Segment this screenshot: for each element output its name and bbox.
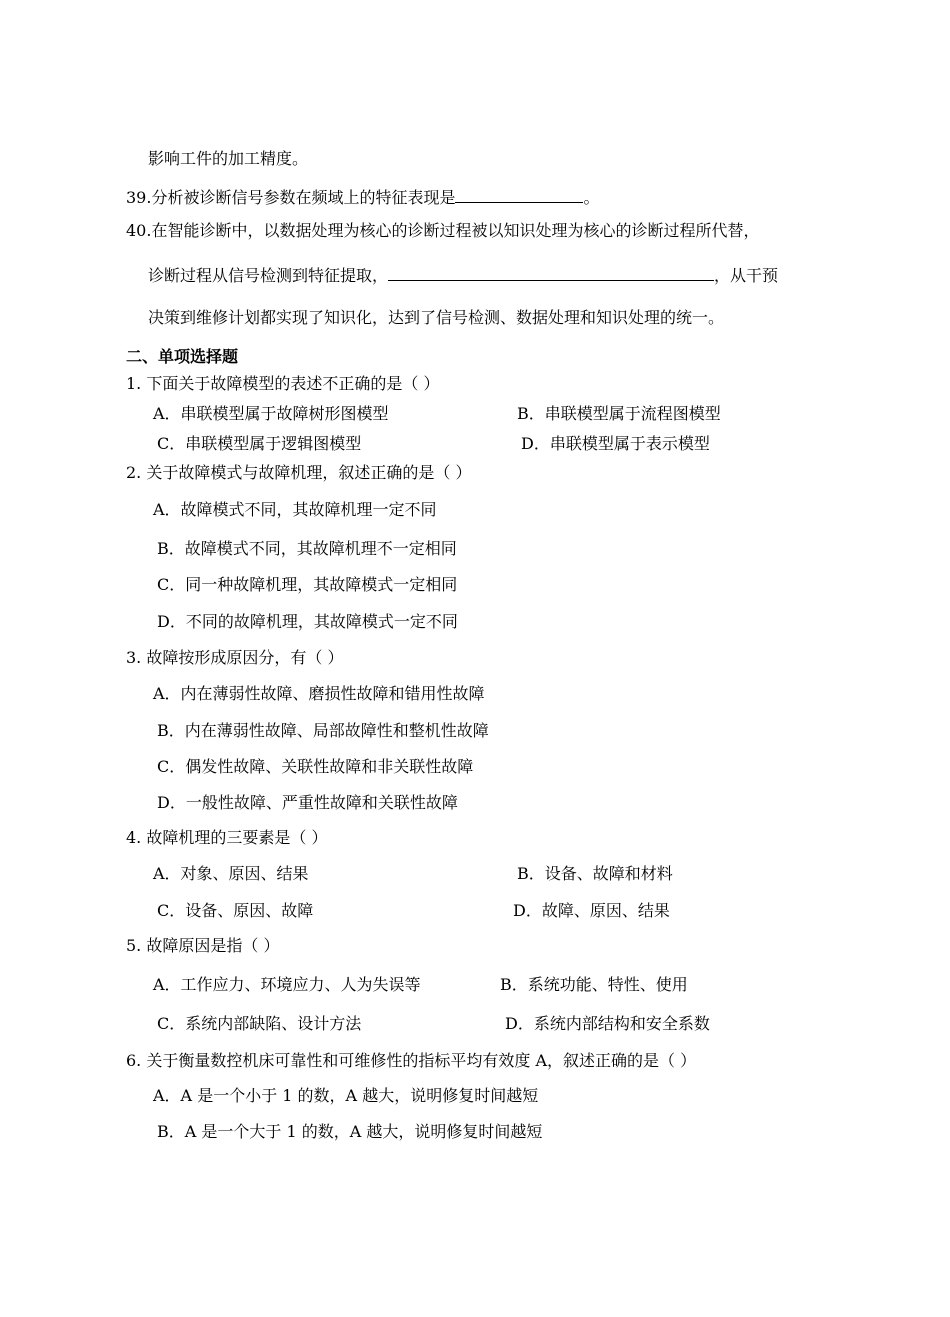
option-a: A．内在薄弱性故障、磨损性故障和错用性故障 (153, 684, 485, 703)
question-40-text-b: ，从干预 (714, 266, 779, 285)
question-stem: 3. 故障按形成原因分，有（ ） (126, 648, 344, 667)
option-c: C．串联模型属于逻辑图模型 (157, 434, 362, 453)
option-d: D．不同的故障机理，其故障模式一定不同 (157, 612, 458, 631)
option-b: B．故障模式不同，其故障机理不一定相同 (157, 539, 457, 558)
question-40-line-2 (148, 265, 778, 286)
option-d: D．串联模型属于表示模型 (521, 434, 710, 453)
option-a: A．工作应力、环境应力、人为失误等 (153, 975, 421, 994)
option-a: A．故障模式不同，其故障机理一定不同 (153, 500, 437, 519)
option-c: C．同一种故障机理，其故障模式一定相同 (157, 575, 458, 594)
question-stem: 2. 关于故障模式与故障机理，叙述正确的是（ ） (126, 463, 472, 482)
option-d: D．系统内部结构和安全系数 (505, 1014, 710, 1033)
question-stem: 4. 故障机理的三要素是（ ） (126, 828, 328, 847)
option-b: B．系统功能、特性、使用 (500, 975, 688, 994)
option-a: A．对象、原因、结果 (153, 864, 309, 883)
option-c: C．偶发性故障、关联性故障和非关联性故障 (157, 757, 474, 776)
question-40-line-1: 40.在智能诊断中，以数据处理为核心的诊断过程被以知识处理为核心的诊断过程所代替， (126, 221, 760, 240)
option-b: B．A 是一个大于 1 的数，A 越大，说明修复时间越短 (157, 1122, 543, 1141)
question-39-end: 。 (583, 188, 600, 207)
option-a: A．串联模型属于故障树形图模型 (153, 404, 389, 423)
answer-blank (388, 265, 714, 281)
option-a: A．A 是一个小于 1 的数，A 越大，说明修复时间越短 (153, 1086, 539, 1105)
question-stem: 1. 下面关于故障模型的表述不正确的是（ ） (126, 374, 440, 393)
option-c: C．系统内部缺陷、设计方法 (157, 1014, 362, 1033)
question-40-line-3: 决策到维修计划都实现了知识化，达到了信号检测、数据处理和知识处理的统一。 (148, 308, 725, 327)
answer-blank (455, 187, 583, 203)
option-b: B．串联模型属于流程图模型 (517, 404, 721, 423)
question-39 (126, 187, 599, 208)
previous-question-tail: 影响工件的加工精度。 (148, 149, 309, 168)
option-d: D．故障、原因、结果 (513, 901, 670, 920)
option-d: D．一般性故障、严重性故障和关联性故障 (157, 793, 458, 812)
question-40-text-a: 诊断过程从信号检测到特征提取， (148, 266, 389, 285)
question-stem: 5. 故障原因是指（ ） (126, 936, 280, 955)
section-title: 二、单项选择题 (126, 347, 239, 366)
option-b: B．设备、故障和材料 (517, 864, 673, 883)
question-39-text: 39.分析被诊断信号参数在频域上的特征表现是 (126, 188, 456, 207)
question-stem: 6. 关于衡量数控机床可靠性和可维修性的指标平均有效度 A，叙述正确的是（ ） (126, 1051, 697, 1070)
option-c: C．设备、原因、故障 (157, 901, 314, 920)
option-b: B．内在薄弱性故障、局部故障性和整机性故障 (157, 721, 489, 740)
